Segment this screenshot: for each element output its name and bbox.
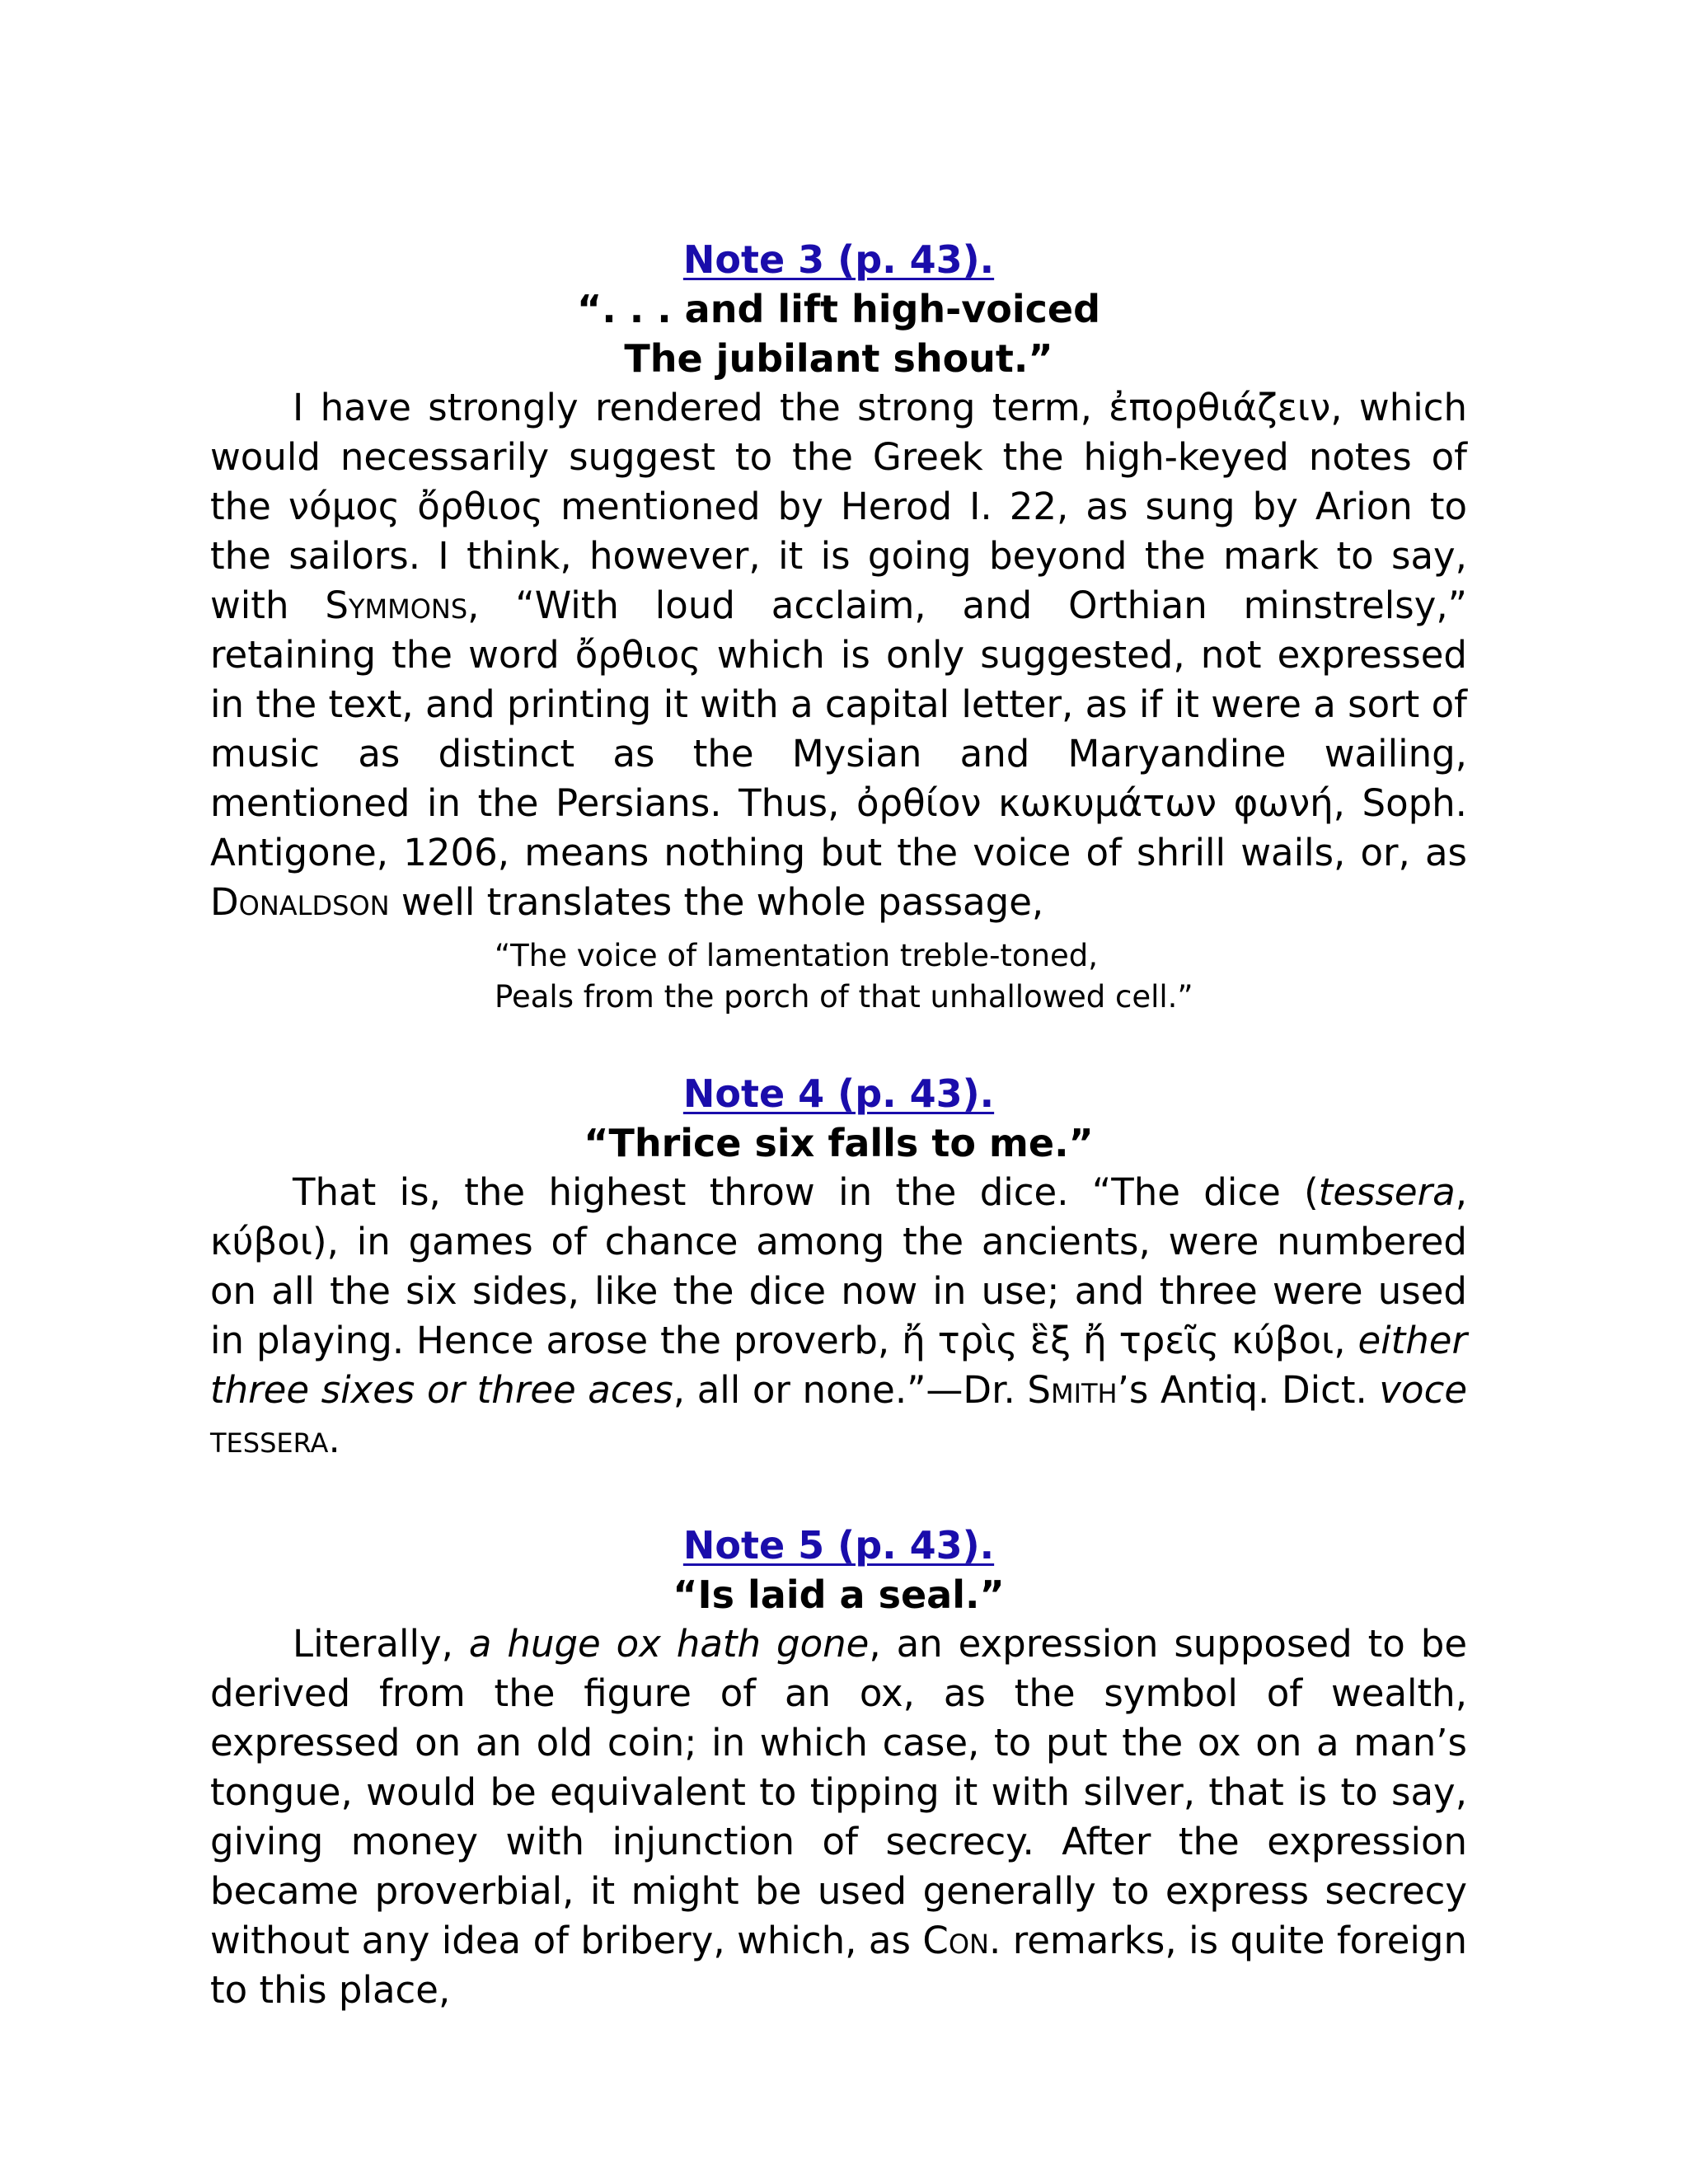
text-run: I have strongly rendered the strong term, ἐπορθιάζειν, which would necessarily suggest to the Greek the high-keyed notes of the νόμος ὄρθιος mentioned by Herod I. 22, as sung by Arion to the sailors. I think, however, it is going beyond the mark to say, with (210, 386, 1467, 627)
verse-quotation (495, 935, 1467, 1018)
italic-term: tessera (1318, 1170, 1456, 1214)
note-4-paragraph (210, 1168, 1467, 1465)
section-spacer (210, 1018, 1467, 1069)
note-4-heading (210, 1069, 1467, 1118)
note-3-quote-line-2: The jubilant shout.” (624, 336, 1053, 381)
note-4-link[interactable]: Note 4 (p. 43). (682, 1071, 995, 1116)
text-run: , an expression supposed to be derived from the figure of an ox, as the symbol of wealth, expressed on an old coin; in which case, to put the ox on a man’s tongue, would be equivalent to tipping it with silver, that is to say, giving money with injunction of secrecy. After the expression became proverbial, it might be used generally to express secrecy without any idea of bribery, which, as (210, 1622, 1468, 1962)
italic-phrase: either three sixes or three aces (210, 1319, 1467, 1412)
note-3-heading (210, 235, 1467, 284)
author-name-small-caps: Symmons (325, 583, 468, 627)
document-page (210, 235, 1467, 2015)
text-run: . remarks, is quite foreign to this place, (210, 1919, 1467, 2012)
note-5-quote-line-1: “Is laid a seal.” (673, 1572, 1005, 1617)
text-run: ’s Antiq. Dict. (1117, 1368, 1380, 1412)
note-5-link[interactable]: Note 5 (p. 43). (682, 1523, 995, 1568)
note-4-section (210, 1069, 1467, 1465)
text-run: Literally, (293, 1622, 469, 1666)
note-5-heading (210, 1521, 1467, 1570)
note-5-section (210, 1521, 1467, 2015)
note-5-paragraph (210, 1619, 1467, 2015)
text-run: , κύβοι), in games of chance among the ancients, were numbered on all the six sides, like the dice now in use; and three were used in playing. Hence arose the proverb, ἤ τρὶς ἓξ ἤ τρεῖς κύβοι, (210, 1170, 1467, 1362)
verse-line-2: Peals from the porch of that unhallowed cell.” (495, 979, 1193, 1015)
italic-phrase: a huge ox hath gone (468, 1622, 870, 1666)
text-run: . (328, 1418, 340, 1461)
note-3-link[interactable]: Note 3 (p. 43). (682, 237, 995, 282)
italic-term: voce (1379, 1368, 1468, 1412)
note-3-quote-line-1: “. . . and lift high-voiced (576, 287, 1100, 331)
text-run: well translates the whole passage, (389, 880, 1044, 924)
text-run: , all or none.”—Dr. (673, 1368, 1028, 1412)
note-4-quote-line-1: “Thrice six falls to me.” (584, 1121, 1094, 1165)
note-3-paragraph (210, 383, 1467, 927)
note-3-section (210, 235, 1467, 1018)
section-spacer (210, 1465, 1467, 1521)
dictionary-entry-small-caps: tessera (210, 1418, 329, 1461)
author-name-small-caps: Donaldson (210, 880, 390, 924)
author-name-small-caps: Con (922, 1919, 989, 1962)
text-run: , “With loud acclaim, and Orthian minstrelsy,” retaining the word ὄρθιος which is only suggested, not expressed in the text, and printing it with a capital letter, as if it were a sort of music as distinct as the Mysian and Maryandine wailing, mentioned in the Persians. Thus, ὀρθίον κωκυμάτων φωνή, Soph. Antigone, 1206, means nothing but the voice of shrill wails, or, as (210, 583, 1467, 874)
author-name-small-caps: Smith (1027, 1368, 1118, 1412)
text-run: That is, the highest throw in the dice. “The dice ( (293, 1170, 1319, 1214)
verse-line-1: “The voice of lamentation treble-toned, (495, 938, 1099, 973)
